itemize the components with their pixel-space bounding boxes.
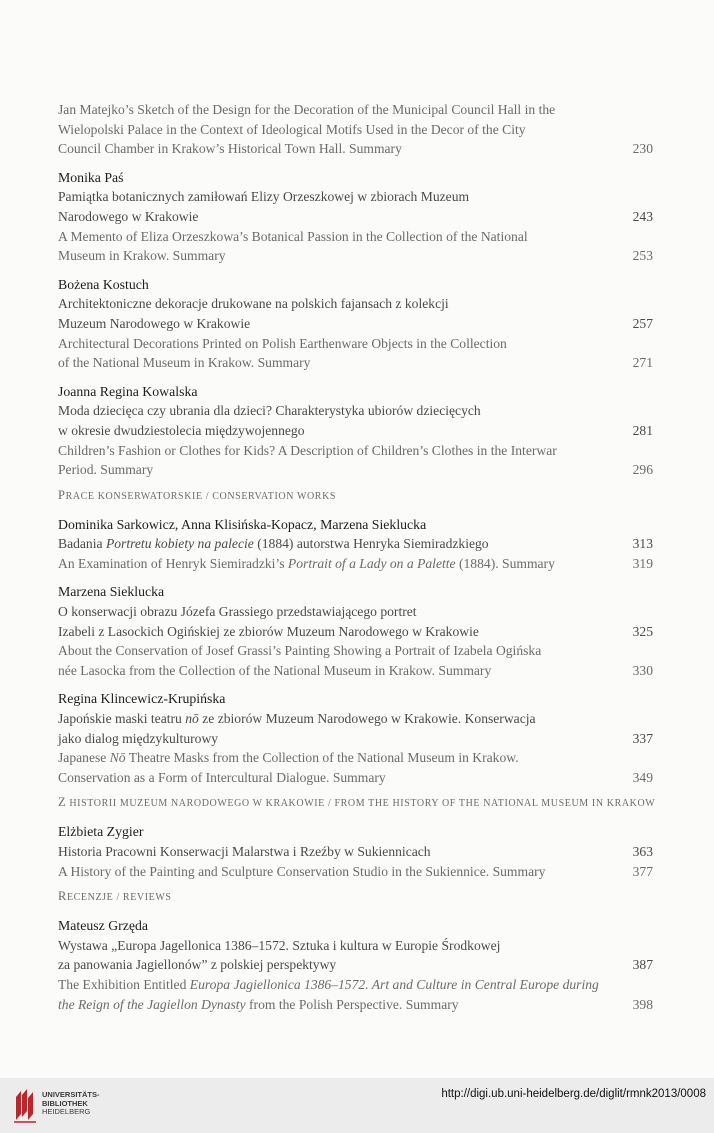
page-number: 319 bbox=[632, 555, 653, 571]
page-number: 257 bbox=[632, 315, 653, 331]
toc-line: An Examination of Henryk Siemiradzki’s Portrait of a Lady on a Palette (1884). Summary 319 bbox=[58, 554, 653, 574]
toc-entry bbox=[58, 382, 653, 480]
toc-line: Council Chamber in Krakow’s Historical Town Hall. Summary 230 bbox=[58, 139, 653, 159]
toc-line: of the National Museum in Krakow. Summary 271 bbox=[58, 353, 653, 373]
author-name: Regina Klincewicz-Krupińska bbox=[58, 691, 226, 707]
toc-line: Japanese Nō Theatre Masks from the Collection of the National Museum in Krakow. bbox=[58, 750, 519, 766]
page-number: 377 bbox=[632, 863, 653, 879]
page-number: 349 bbox=[632, 769, 653, 785]
toc-line: Historia Pracowni Konserwacji Malarstwa i Rzeźby w Sukiennicach 363 bbox=[58, 842, 653, 862]
section-heading: PRACE KONSERWATORSKIE / CONSERVATION WORKS bbox=[58, 487, 337, 502]
page-number: 243 bbox=[632, 208, 653, 224]
toc-line: Moda dziecięca czy ubrania dla dzieci? Charakterystyka ubiorów dziecięcych bbox=[58, 403, 481, 419]
toc-line: Children’s Fashion or Clothes for Kids? A Description of Children’s Clothes in the Interwar bbox=[58, 442, 557, 458]
toc-line: Badania Portretu kobiety na palecie (1884) autorstwa Henryka Siemiradzkiego 313 bbox=[58, 534, 653, 554]
page-number: 230 bbox=[632, 141, 653, 157]
toc-entry bbox=[58, 822, 653, 881]
author-name: Bożena Kostuch bbox=[58, 276, 149, 292]
toc-line: Conservation as a Form of Intercultural Dialogue. Summary 349 bbox=[58, 768, 653, 788]
toc-line: Museum in Krakow. Summary 253 bbox=[58, 246, 653, 266]
toc-line: Izabeli z Lasockich Ogińskiej ze zbiorów Muzeum Narodowego w Krakowie 325 bbox=[58, 622, 653, 642]
toc-entry bbox=[58, 582, 653, 680]
toc-entry bbox=[58, 275, 653, 373]
source-url-link[interactable]: http://digi.ub.uni-heidelberg.de/diglit/rmnk2013/0008 bbox=[441, 1088, 706, 1100]
toc-line: Narodowego w Krakowie 243 bbox=[58, 207, 653, 227]
toc-line: Pamiątka botanicznych zamiłowań Elizy Orzeszkowej w zbiorach Muzeum bbox=[58, 189, 470, 205]
page-number: 387 bbox=[632, 957, 653, 973]
page-number: 325 bbox=[632, 623, 653, 639]
toc-entry bbox=[58, 916, 653, 1014]
page-number: 337 bbox=[632, 730, 653, 746]
toc-line: About the Conservation of Josef Grassi’s Painting Showing a Portrait of Izabela Ogińska bbox=[58, 643, 542, 659]
toc-line: Japońskie maski teatru nō ze zbiorów Muzeum Narodowego w Krakowie. Konserwacja bbox=[58, 711, 536, 727]
toc-line: w okresie dwudziestolecia międzywojennego 281 bbox=[58, 421, 653, 441]
section-heading: RECENZJE / REVIEWS bbox=[58, 889, 172, 904]
toc-line: the Reign of the Jagiellon Dynasty from the Polish Perspective. Summary 398 bbox=[58, 995, 653, 1015]
page-number: 330 bbox=[632, 662, 653, 678]
page-number: 296 bbox=[632, 462, 653, 478]
toc-entry bbox=[58, 689, 653, 787]
table-of-contents bbox=[58, 100, 656, 1023]
toc-line: Muzeum Narodowego w Krakowie 257 bbox=[58, 314, 653, 334]
page-number: 253 bbox=[632, 248, 653, 264]
toc-entry bbox=[58, 100, 653, 159]
university-library-logo-icon bbox=[12, 1087, 38, 1123]
section-heading: Z HISTORII MUZEUM NARODOWEGO W KRAKOWIE / FROM THE HISTORY OF THE NATIONAL MUSEUM IN KRAKOW bbox=[58, 795, 656, 810]
library-name: UNIVERSITÄTS- BIBLIOTHEK HEIDELBERG bbox=[42, 1090, 100, 1117]
page-number: 313 bbox=[632, 536, 653, 552]
toc-line: A History of the Painting and Sculpture Conservation Studio in the Sukiennice. Summary 377 bbox=[58, 862, 653, 882]
toc-line: Wielopolski Palace in the Context of Ideological Motifs Used in the Decor of the City bbox=[58, 121, 526, 137]
toc-line: za panowania Jagiellonów” z polskiej perspektywy 387 bbox=[58, 955, 653, 975]
toc-line: Architektoniczne dekoracje drukowane na polskich fajansach z kolekcji bbox=[58, 296, 449, 312]
author-name: Dominika Sarkowicz, Anna Klisińska-Kopacz, Marzena Sieklucka bbox=[58, 516, 427, 532]
page-number: 281 bbox=[632, 422, 653, 438]
toc-line: The Exhibition Entitled Europa Jagiellonica 1386–1572. Art and Culture in Central Europe during bbox=[58, 976, 599, 992]
toc-line: née Lasocka from the Collection of the National Museum in Krakow. Summary 330 bbox=[58, 661, 653, 681]
page-number: 271 bbox=[632, 355, 653, 371]
toc-line: Architectural Decorations Printed on Polish Earthenware Objects in the Collection bbox=[58, 335, 507, 351]
toc-line: A Memento of Eliza Orzeszkowa’s Botanical Passion in the Collection of the National bbox=[58, 228, 528, 244]
author-name: Elżbieta Zygier bbox=[58, 824, 144, 840]
toc-line: Wystawa „Europa Jagellonica 1386–1572. Sztuka i kultura w Europie Środkowej bbox=[58, 937, 501, 953]
page-number: 398 bbox=[632, 996, 653, 1012]
author-name: Joanna Regina Kowalska bbox=[58, 383, 198, 399]
toc-line: O konserwacji obrazu Józefa Grassiego przedstawiającego portret bbox=[58, 604, 417, 620]
author-name: Mateusz Grzęda bbox=[58, 918, 149, 934]
library-footer bbox=[0, 1078, 714, 1133]
toc-line: Jan Matejko’s Sketch of the Design for the Decoration of the Municipal Council Hall in the bbox=[58, 102, 556, 117]
author-name: Monika Paś bbox=[58, 169, 124, 185]
page-number: 363 bbox=[632, 844, 653, 859]
toc-line: jako dialog międzykulturowy 337 bbox=[58, 729, 653, 749]
toc-entry bbox=[58, 515, 653, 574]
toc-line: Period. Summary 296 bbox=[58, 460, 653, 480]
toc-entry bbox=[58, 168, 653, 266]
author-name: Marzena Sieklucka bbox=[58, 584, 165, 600]
